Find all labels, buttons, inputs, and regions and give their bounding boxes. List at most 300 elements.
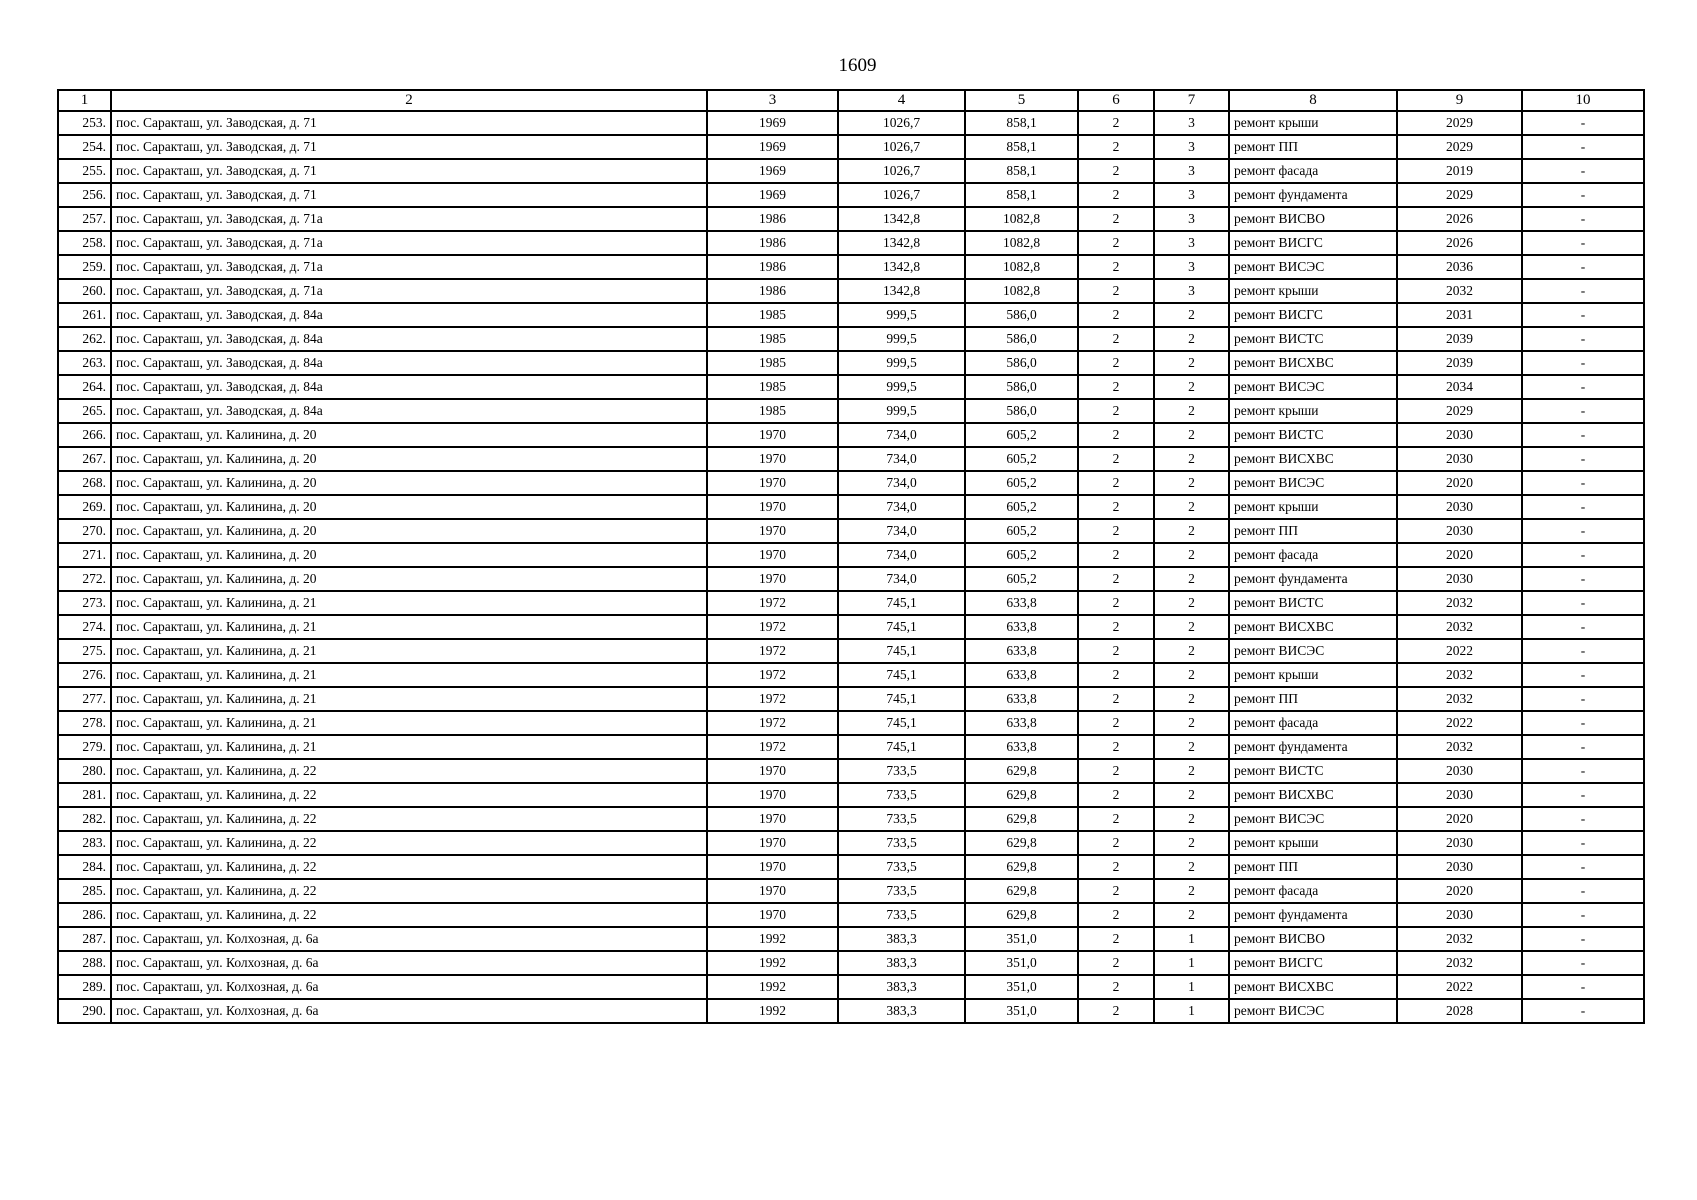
floors-cell: 2 <box>1078 855 1154 879</box>
living-area-cell: 633,8 <box>965 711 1078 735</box>
year-built-cell: 1970 <box>707 495 838 519</box>
note-cell: - <box>1522 639 1644 663</box>
note-cell: - <box>1522 831 1644 855</box>
year-built-cell: 1972 <box>707 711 838 735</box>
entrances-cell: 2 <box>1154 303 1229 327</box>
note-cell: - <box>1522 783 1644 807</box>
planned-year-cell: 2039 <box>1397 327 1522 351</box>
entrances-cell: 1 <box>1154 999 1229 1023</box>
year-built-cell: 1969 <box>707 135 838 159</box>
address-cell: пос. Саракташ, ул. Калинина, д. 20 <box>111 519 707 543</box>
address-cell: пос. Саракташ, ул. Заводская, д. 71а <box>111 279 707 303</box>
repair-type-cell: ремонт ПП <box>1229 519 1397 543</box>
planned-year-cell: 2030 <box>1397 423 1522 447</box>
repair-type-cell: ремонт ВИСХВС <box>1229 351 1397 375</box>
floors-cell: 2 <box>1078 351 1154 375</box>
year-built-cell: 1972 <box>707 639 838 663</box>
year-built-cell: 1969 <box>707 183 838 207</box>
repair-type-cell: ремонт фасада <box>1229 159 1397 183</box>
entrances-cell: 2 <box>1154 567 1229 591</box>
year-built-cell: 1985 <box>707 351 838 375</box>
address-cell: пос. Саракташ, ул. Заводская, д. 71а <box>111 255 707 279</box>
repair-type-cell: ремонт ВИСГС <box>1229 303 1397 327</box>
total-area-cell: 734,0 <box>838 543 965 567</box>
table-row <box>58 255 1644 279</box>
column-header-10: 10 <box>1522 90 1644 111</box>
address-cell: пос. Саракташ, ул. Калинина, д. 22 <box>111 831 707 855</box>
year-built-cell: 1986 <box>707 231 838 255</box>
column-header-5: 5 <box>965 90 1078 111</box>
floors-cell: 2 <box>1078 975 1154 999</box>
note-cell: - <box>1522 687 1644 711</box>
row-number-cell: 255. <box>58 159 111 183</box>
entrances-cell: 2 <box>1154 327 1229 351</box>
table-row <box>58 375 1644 399</box>
living-area-cell: 858,1 <box>965 159 1078 183</box>
column-header-2: 2 <box>111 90 707 111</box>
row-number-cell: 280. <box>58 759 111 783</box>
year-built-cell: 1970 <box>707 567 838 591</box>
entrances-cell: 2 <box>1154 543 1229 567</box>
entrances-cell: 3 <box>1154 135 1229 159</box>
row-number-cell: 287. <box>58 927 111 951</box>
row-number-cell: 278. <box>58 711 111 735</box>
floors-cell: 2 <box>1078 447 1154 471</box>
entrances-cell: 2 <box>1154 639 1229 663</box>
entrances-cell: 2 <box>1154 783 1229 807</box>
total-area-cell: 1342,8 <box>838 207 965 231</box>
total-area-cell: 733,5 <box>838 783 965 807</box>
floors-cell: 2 <box>1078 423 1154 447</box>
entrances-cell: 2 <box>1154 495 1229 519</box>
row-number-cell: 275. <box>58 639 111 663</box>
repair-type-cell: ремонт ВИСЭС <box>1229 807 1397 831</box>
table-row <box>58 423 1644 447</box>
total-area-cell: 1342,8 <box>838 255 965 279</box>
planned-year-cell: 2029 <box>1397 111 1522 135</box>
total-area-cell: 1026,7 <box>838 135 965 159</box>
total-area-cell: 383,3 <box>838 975 965 999</box>
repair-type-cell: ремонт фасада <box>1229 879 1397 903</box>
planned-year-cell: 2031 <box>1397 303 1522 327</box>
note-cell: - <box>1522 447 1644 471</box>
year-built-cell: 1970 <box>707 903 838 927</box>
row-number-cell: 256. <box>58 183 111 207</box>
year-built-cell: 1970 <box>707 543 838 567</box>
planned-year-cell: 2030 <box>1397 567 1522 591</box>
total-area-cell: 745,1 <box>838 711 965 735</box>
year-built-cell: 1986 <box>707 279 838 303</box>
total-area-cell: 383,3 <box>838 951 965 975</box>
planned-year-cell: 2030 <box>1397 759 1522 783</box>
planned-year-cell: 2032 <box>1397 279 1522 303</box>
entrances-cell: 2 <box>1154 471 1229 495</box>
table-row <box>58 831 1644 855</box>
note-cell: - <box>1522 207 1644 231</box>
year-built-cell: 1970 <box>707 783 838 807</box>
address-cell: пос. Саракташ, ул. Калинина, д. 21 <box>111 711 707 735</box>
year-built-cell: 1970 <box>707 879 838 903</box>
table-row <box>58 711 1644 735</box>
total-area-cell: 999,5 <box>838 375 965 399</box>
repair-type-cell: ремонт ВИСТС <box>1229 423 1397 447</box>
total-area-cell: 999,5 <box>838 303 965 327</box>
entrances-cell: 2 <box>1154 855 1229 879</box>
entrances-cell: 2 <box>1154 759 1229 783</box>
entrances-cell: 3 <box>1154 207 1229 231</box>
repair-type-cell: ремонт крыши <box>1229 399 1397 423</box>
living-area-cell: 629,8 <box>965 855 1078 879</box>
floors-cell: 2 <box>1078 255 1154 279</box>
note-cell: - <box>1522 231 1644 255</box>
table-row <box>58 543 1644 567</box>
row-number-cell: 276. <box>58 663 111 687</box>
planned-year-cell: 2030 <box>1397 495 1522 519</box>
floors-cell: 2 <box>1078 519 1154 543</box>
planned-year-cell: 2032 <box>1397 735 1522 759</box>
row-number-cell: 267. <box>58 447 111 471</box>
row-number-cell: 264. <box>58 375 111 399</box>
total-area-cell: 745,1 <box>838 687 965 711</box>
living-area-cell: 633,8 <box>965 615 1078 639</box>
entrances-cell: 2 <box>1154 711 1229 735</box>
repair-type-cell: ремонт крыши <box>1229 831 1397 855</box>
entrances-cell: 2 <box>1154 519 1229 543</box>
row-number-cell: 289. <box>58 975 111 999</box>
living-area-cell: 351,0 <box>965 927 1078 951</box>
planned-year-cell: 2029 <box>1397 183 1522 207</box>
repair-type-cell: ремонт крыши <box>1229 495 1397 519</box>
planned-year-cell: 2029 <box>1397 135 1522 159</box>
table-row <box>58 495 1644 519</box>
repair-type-cell: ремонт ВИСЭС <box>1229 375 1397 399</box>
table-row <box>58 327 1644 351</box>
row-number-cell: 258. <box>58 231 111 255</box>
address-cell: пос. Саракташ, ул. Колхозная, д. 6а <box>111 951 707 975</box>
living-area-cell: 1082,8 <box>965 207 1078 231</box>
table-row <box>58 183 1644 207</box>
address-cell: пос. Саракташ, ул. Калинина, д. 20 <box>111 543 707 567</box>
year-built-cell: 1970 <box>707 471 838 495</box>
table-row <box>58 471 1644 495</box>
row-number-cell: 284. <box>58 855 111 879</box>
floors-cell: 2 <box>1078 951 1154 975</box>
address-cell: пос. Саракташ, ул. Калинина, д. 20 <box>111 471 707 495</box>
note-cell: - <box>1522 471 1644 495</box>
living-area-cell: 858,1 <box>965 135 1078 159</box>
planned-year-cell: 2019 <box>1397 159 1522 183</box>
living-area-cell: 629,8 <box>965 831 1078 855</box>
header-row <box>58 90 1644 111</box>
repair-type-cell: ремонт ВИСЭС <box>1229 471 1397 495</box>
repair-type-cell: ремонт ВИСХВС <box>1229 975 1397 999</box>
row-number-cell: 290. <box>58 999 111 1023</box>
floors-cell: 2 <box>1078 879 1154 903</box>
living-area-cell: 629,8 <box>965 879 1078 903</box>
note-cell: - <box>1522 423 1644 447</box>
total-area-cell: 733,5 <box>838 903 965 927</box>
floors-cell: 2 <box>1078 159 1154 183</box>
living-area-cell: 633,8 <box>965 735 1078 759</box>
floors-cell: 2 <box>1078 735 1154 759</box>
floors-cell: 2 <box>1078 543 1154 567</box>
entrances-cell: 1 <box>1154 951 1229 975</box>
row-number-cell: 270. <box>58 519 111 543</box>
planned-year-cell: 2032 <box>1397 615 1522 639</box>
column-header-3: 3 <box>707 90 838 111</box>
table-row <box>58 999 1644 1023</box>
column-header-9: 9 <box>1397 90 1522 111</box>
year-built-cell: 1970 <box>707 759 838 783</box>
living-area-cell: 586,0 <box>965 375 1078 399</box>
row-number-cell: 259. <box>58 255 111 279</box>
living-area-cell: 858,1 <box>965 183 1078 207</box>
table-row <box>58 639 1644 663</box>
address-cell: пос. Саракташ, ул. Калинина, д. 21 <box>111 591 707 615</box>
total-area-cell: 733,5 <box>838 759 965 783</box>
year-built-cell: 1986 <box>707 255 838 279</box>
living-area-cell: 605,2 <box>965 471 1078 495</box>
total-area-cell: 999,5 <box>838 327 965 351</box>
note-cell: - <box>1522 663 1644 687</box>
planned-year-cell: 2032 <box>1397 927 1522 951</box>
repair-type-cell: ремонт фундамента <box>1229 567 1397 591</box>
entrances-cell: 3 <box>1154 231 1229 255</box>
address-cell: пос. Саракташ, ул. Калинина, д. 22 <box>111 903 707 927</box>
address-cell: пос. Саракташ, ул. Заводская, д. 84а <box>111 303 707 327</box>
note-cell: - <box>1522 351 1644 375</box>
year-built-cell: 1985 <box>707 375 838 399</box>
table-row <box>58 231 1644 255</box>
address-cell: пос. Саракташ, ул. Калинина, д. 22 <box>111 759 707 783</box>
floors-cell: 2 <box>1078 759 1154 783</box>
year-built-cell: 1970 <box>707 807 838 831</box>
table-row <box>58 207 1644 231</box>
living-area-cell: 605,2 <box>965 495 1078 519</box>
row-number-cell: 288. <box>58 951 111 975</box>
living-area-cell: 605,2 <box>965 519 1078 543</box>
address-cell: пос. Саракташ, ул. Калинина, д. 21 <box>111 663 707 687</box>
repair-type-cell: ремонт крыши <box>1229 111 1397 135</box>
year-built-cell: 1985 <box>707 327 838 351</box>
repair-type-cell: ремонт ВИСГС <box>1229 951 1397 975</box>
row-number-cell: 265. <box>58 399 111 423</box>
row-number-cell: 257. <box>58 207 111 231</box>
planned-year-cell: 2039 <box>1397 351 1522 375</box>
living-area-cell: 633,8 <box>965 591 1078 615</box>
note-cell: - <box>1522 111 1644 135</box>
living-area-cell: 629,8 <box>965 759 1078 783</box>
living-area-cell: 633,8 <box>965 639 1078 663</box>
row-number-cell: 285. <box>58 879 111 903</box>
repair-type-cell: ремонт фасада <box>1229 711 1397 735</box>
living-area-cell: 605,2 <box>965 447 1078 471</box>
note-cell: - <box>1522 159 1644 183</box>
table-row <box>58 975 1644 999</box>
year-built-cell: 1970 <box>707 519 838 543</box>
living-area-cell: 586,0 <box>965 303 1078 327</box>
table-row <box>58 135 1644 159</box>
repair-type-cell: ремонт фундамента <box>1229 903 1397 927</box>
entrances-cell: 3 <box>1154 183 1229 207</box>
living-area-cell: 1082,8 <box>965 279 1078 303</box>
floors-cell: 2 <box>1078 807 1154 831</box>
address-cell: пос. Саракташ, ул. Калинина, д. 21 <box>111 639 707 663</box>
repair-type-cell: ремонт ВИСХВС <box>1229 783 1397 807</box>
row-number-cell: 260. <box>58 279 111 303</box>
repair-type-cell: ремонт ПП <box>1229 687 1397 711</box>
row-number-cell: 263. <box>58 351 111 375</box>
planned-year-cell: 2022 <box>1397 639 1522 663</box>
floors-cell: 2 <box>1078 327 1154 351</box>
table-row <box>58 687 1644 711</box>
repair-type-cell: ремонт фундамента <box>1229 735 1397 759</box>
total-area-cell: 383,3 <box>838 999 965 1023</box>
note-cell: - <box>1522 591 1644 615</box>
note-cell: - <box>1522 807 1644 831</box>
row-number-cell: 279. <box>58 735 111 759</box>
year-built-cell: 1970 <box>707 423 838 447</box>
year-built-cell: 1985 <box>707 303 838 327</box>
year-built-cell: 1972 <box>707 615 838 639</box>
table-row <box>58 591 1644 615</box>
note-cell: - <box>1522 279 1644 303</box>
address-cell: пос. Саракташ, ул. Колхозная, д. 6а <box>111 927 707 951</box>
planned-year-cell: 2022 <box>1397 711 1522 735</box>
living-area-cell: 1082,8 <box>965 231 1078 255</box>
living-area-cell: 586,0 <box>965 327 1078 351</box>
floors-cell: 2 <box>1078 711 1154 735</box>
total-area-cell: 733,5 <box>838 831 965 855</box>
row-number-cell: 261. <box>58 303 111 327</box>
entrances-cell: 2 <box>1154 687 1229 711</box>
table-row <box>58 447 1644 471</box>
entrances-cell: 2 <box>1154 423 1229 447</box>
note-cell: - <box>1522 327 1644 351</box>
total-area-cell: 745,1 <box>838 615 965 639</box>
total-area-cell: 1342,8 <box>838 279 965 303</box>
year-built-cell: 1972 <box>707 591 838 615</box>
table-row <box>58 879 1644 903</box>
address-cell: пос. Саракташ, ул. Заводская, д. 71 <box>111 135 707 159</box>
address-cell: пос. Саракташ, ул. Заводская, д. 84а <box>111 327 707 351</box>
planned-year-cell: 2028 <box>1397 999 1522 1023</box>
floors-cell: 2 <box>1078 279 1154 303</box>
row-number-cell: 269. <box>58 495 111 519</box>
year-built-cell: 1985 <box>707 399 838 423</box>
floors-cell: 2 <box>1078 639 1154 663</box>
repair-type-cell: ремонт крыши <box>1229 279 1397 303</box>
repair-type-cell: ремонт ВИСЭС <box>1229 999 1397 1023</box>
address-cell: пос. Саракташ, ул. Заводская, д. 84а <box>111 399 707 423</box>
address-cell: пос. Саракташ, ул. Калинина, д. 21 <box>111 735 707 759</box>
address-cell: пос. Саракташ, ул. Заводская, д. 71а <box>111 207 707 231</box>
address-cell: пос. Саракташ, ул. Заводская, д. 71 <box>111 183 707 207</box>
table-row <box>58 303 1644 327</box>
entrances-cell: 2 <box>1154 831 1229 855</box>
year-built-cell: 1972 <box>707 687 838 711</box>
planned-year-cell: 2032 <box>1397 663 1522 687</box>
address-cell: пос. Саракташ, ул. Калинина, д. 22 <box>111 879 707 903</box>
living-area-cell: 351,0 <box>965 951 1078 975</box>
note-cell: - <box>1522 375 1644 399</box>
floors-cell: 2 <box>1078 471 1154 495</box>
living-area-cell: 633,8 <box>965 687 1078 711</box>
floors-cell: 2 <box>1078 927 1154 951</box>
table-row <box>58 807 1644 831</box>
entrances-cell: 2 <box>1154 615 1229 639</box>
total-area-cell: 734,0 <box>838 495 965 519</box>
total-area-cell: 745,1 <box>838 663 965 687</box>
floors-cell: 2 <box>1078 999 1154 1023</box>
planned-year-cell: 2032 <box>1397 591 1522 615</box>
note-cell: - <box>1522 999 1644 1023</box>
planned-year-cell: 2022 <box>1397 975 1522 999</box>
planned-year-cell: 2020 <box>1397 543 1522 567</box>
table-row <box>58 927 1644 951</box>
year-built-cell: 1969 <box>707 159 838 183</box>
entrances-cell: 2 <box>1154 351 1229 375</box>
address-cell: пос. Саракташ, ул. Калинина, д. 20 <box>111 567 707 591</box>
total-area-cell: 1342,8 <box>838 231 965 255</box>
table-body <box>58 111 1644 1023</box>
total-area-cell: 1026,7 <box>838 111 965 135</box>
total-area-cell: 734,0 <box>838 471 965 495</box>
table-row <box>58 903 1644 927</box>
total-area-cell: 745,1 <box>838 591 965 615</box>
address-cell: пос. Саракташ, ул. Калинина, д. 20 <box>111 423 707 447</box>
repair-type-cell: ремонт фасада <box>1229 543 1397 567</box>
note-cell: - <box>1522 927 1644 951</box>
planned-year-cell: 2030 <box>1397 831 1522 855</box>
floors-cell: 2 <box>1078 135 1154 159</box>
living-area-cell: 605,2 <box>965 543 1078 567</box>
floors-cell: 2 <box>1078 207 1154 231</box>
living-area-cell: 629,8 <box>965 783 1078 807</box>
row-number-cell: 286. <box>58 903 111 927</box>
table-row <box>58 735 1644 759</box>
row-number-cell: 262. <box>58 327 111 351</box>
note-cell: - <box>1522 543 1644 567</box>
planned-year-cell: 2020 <box>1397 807 1522 831</box>
entrances-cell: 3 <box>1154 279 1229 303</box>
living-area-cell: 1082,8 <box>965 255 1078 279</box>
repair-type-cell: ремонт крыши <box>1229 663 1397 687</box>
address-cell: пос. Саракташ, ул. Заводская, д. 71а <box>111 231 707 255</box>
total-area-cell: 734,0 <box>838 519 965 543</box>
planned-year-cell: 2030 <box>1397 903 1522 927</box>
row-number-cell: 273. <box>58 591 111 615</box>
entrances-cell: 2 <box>1154 447 1229 471</box>
total-area-cell: 745,1 <box>838 639 965 663</box>
living-area-cell: 351,0 <box>965 975 1078 999</box>
note-cell: - <box>1522 303 1644 327</box>
table-row <box>58 783 1644 807</box>
note-cell: - <box>1522 399 1644 423</box>
year-built-cell: 1992 <box>707 999 838 1023</box>
repair-schedule-table <box>57 89 1645 1024</box>
address-cell: пос. Саракташ, ул. Калинина, д. 20 <box>111 495 707 519</box>
row-number-cell: 277. <box>58 687 111 711</box>
total-area-cell: 383,3 <box>838 927 965 951</box>
planned-year-cell: 2030 <box>1397 519 1522 543</box>
address-cell: пос. Саракташ, ул. Колхозная, д. 6а <box>111 975 707 999</box>
repair-type-cell: ремонт ВИСТС <box>1229 591 1397 615</box>
repair-type-cell: ремонт ВИСТС <box>1229 759 1397 783</box>
living-area-cell: 351,0 <box>965 999 1078 1023</box>
address-cell: пос. Саракташ, ул. Колхозная, д. 6а <box>111 999 707 1023</box>
living-area-cell: 629,8 <box>965 903 1078 927</box>
